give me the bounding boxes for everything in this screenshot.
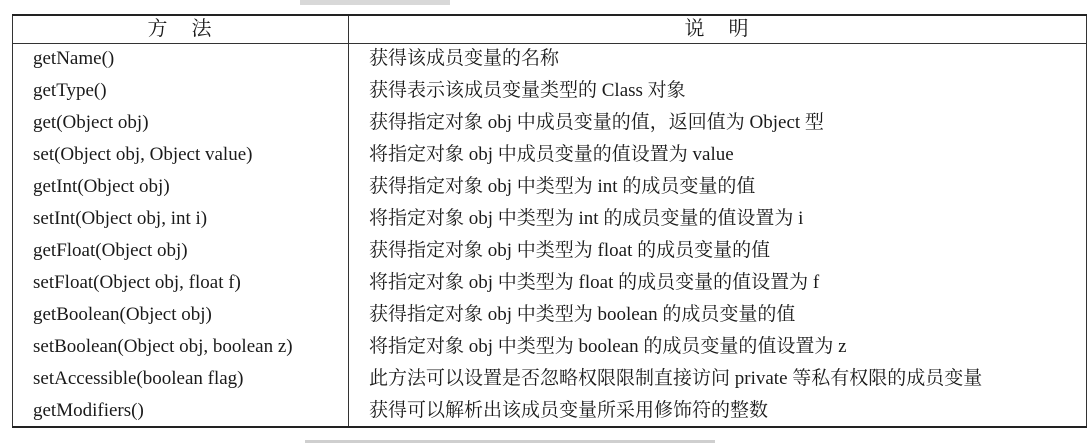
top-scan-mark bbox=[300, 0, 450, 5]
description-cell: 将指定对象 obj 中类型为 int 的成员变量的值设置为 i bbox=[349, 203, 1087, 235]
method-cell: getModifiers() bbox=[13, 395, 349, 427]
table-row bbox=[13, 267, 1087, 299]
table-row bbox=[13, 139, 1087, 171]
table-row bbox=[13, 299, 1087, 331]
method-cell: setFloat(Object obj, float f) bbox=[13, 267, 349, 299]
description-cell: 获得指定对象 obj 中类型为 float 的成员变量的值 bbox=[349, 235, 1087, 267]
table-header-row bbox=[13, 15, 1087, 43]
table-row bbox=[13, 235, 1087, 267]
method-cell: setBoolean(Object obj, boolean z) bbox=[13, 331, 349, 363]
method-cell: getInt(Object obj) bbox=[13, 171, 349, 203]
description-cell: 获得表示该成员变量类型的 Class 对象 bbox=[349, 75, 1087, 107]
method-cell: getName() bbox=[13, 43, 349, 75]
method-cell: getFloat(Object obj) bbox=[13, 235, 349, 267]
table-row bbox=[13, 203, 1087, 235]
table-row bbox=[13, 107, 1087, 139]
description-cell: 获得该成员变量的名称 bbox=[349, 43, 1087, 75]
method-cell: getType() bbox=[13, 75, 349, 107]
description-cell: 将指定对象 obj 中类型为 float 的成员变量的值设置为 f bbox=[349, 267, 1087, 299]
table-row bbox=[13, 363, 1087, 395]
method-cell: getBoolean(Object obj) bbox=[13, 299, 349, 331]
table-row bbox=[13, 331, 1087, 363]
table-row bbox=[13, 395, 1087, 427]
description-cell: 获得指定对象 obj 中成员变量的值，返回值为 Object 型 bbox=[349, 107, 1087, 139]
table-row bbox=[13, 171, 1087, 203]
method-cell: setAccessible(boolean flag) bbox=[13, 363, 349, 395]
description-cell: 获得指定对象 obj 中类型为 boolean 的成员变量的值 bbox=[349, 299, 1087, 331]
description-cell: 获得可以解析出该成员变量所采用修饰符的整数 bbox=[349, 395, 1087, 427]
description-cell: 此方法可以设置是否忽略权限限制直接访问 private 等私有权限的成员变量 bbox=[349, 363, 1087, 395]
header-description: 说 明 bbox=[349, 15, 1087, 43]
method-cell: get(Object obj) bbox=[13, 107, 349, 139]
header-method: 方 法 bbox=[13, 15, 349, 43]
description-cell: 将指定对象 obj 中类型为 boolean 的成员变量的值设置为 z bbox=[349, 331, 1087, 363]
description-cell: 获得指定对象 obj 中类型为 int 的成员变量的值 bbox=[349, 171, 1087, 203]
methods-table bbox=[12, 14, 1087, 428]
table-row bbox=[13, 43, 1087, 75]
method-cell: set(Object obj, Object value) bbox=[13, 139, 349, 171]
method-cell: setInt(Object obj, int i) bbox=[13, 203, 349, 235]
table-row bbox=[13, 75, 1087, 107]
description-cell: 将指定对象 obj 中成员变量的值设置为 value bbox=[349, 139, 1087, 171]
methods-table-container bbox=[12, 14, 1086, 428]
